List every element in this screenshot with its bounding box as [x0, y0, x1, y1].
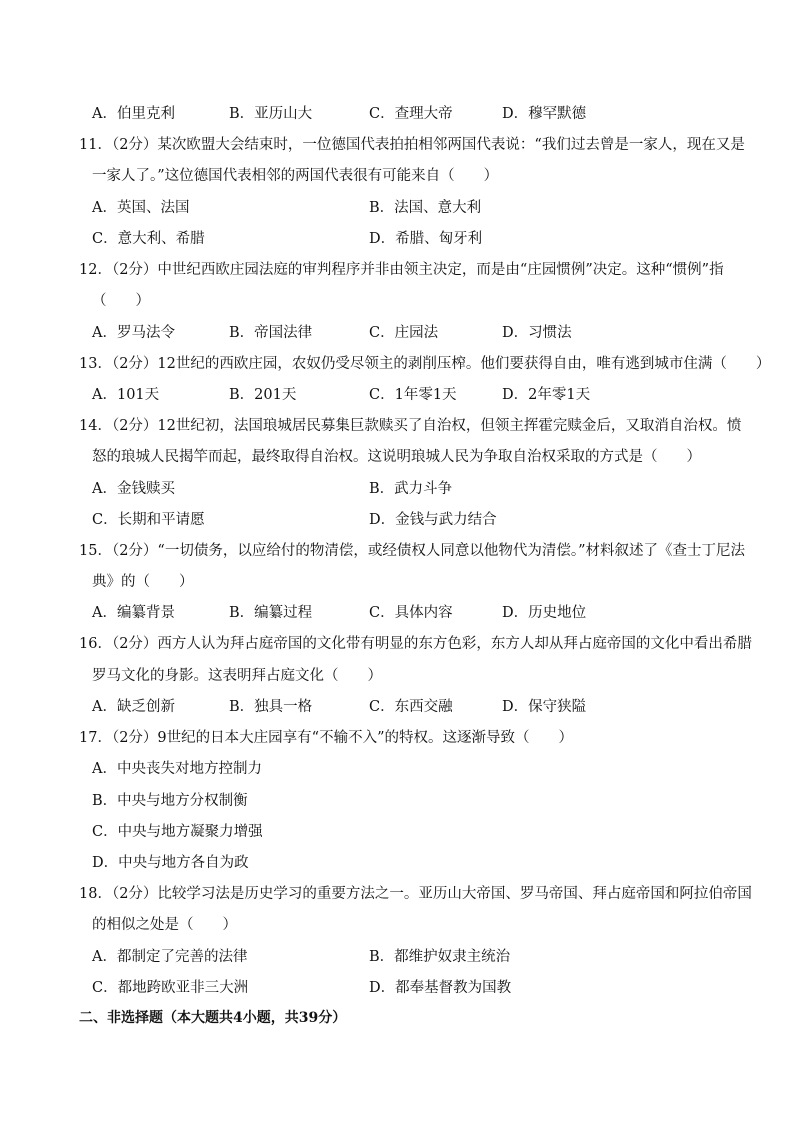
- question-stem-cont: 一家人了。”这位德国代表相邻的两国代表很有可能来自（ ）: [92, 168, 499, 184]
- option-b: B．中央与地方分权制衡: [92, 793, 248, 809]
- option-d: D．金钱与武力结合: [369, 512, 497, 528]
- question-stem-cont: 的相似之处是（ ）: [92, 917, 237, 933]
- question-stem: 18．（2分）比较学习法是历史学习的重要方法之一。亚历山大帝国、罗马帝国、拜占庭帝国和阿拉伯帝国: [79, 886, 752, 902]
- option-d: D．都奉基督教为国教: [369, 980, 512, 996]
- question-stem: 11．（2分）某次欧盟大会结束时，一位德国代表拍拍相邻两国代表说：“我们过去曾是一家人，现在又是: [79, 137, 745, 153]
- option-c: C．都地跨欧亚非三大洲: [92, 980, 249, 996]
- option-b: B．帝国法律: [229, 325, 313, 341]
- question-stem-cont: 怒的琅城人民揭竿而起，最终取得自治权。这说明琅城人民为争取自治权采取的方式是（ ）: [92, 449, 701, 465]
- option-a: A．缺乏创新: [92, 699, 175, 715]
- option-a: A．中央丧失对地方控制力: [92, 761, 262, 777]
- section-title: 二、非选择题（本大题共4小题，共39分）: [79, 1010, 347, 1026]
- option-c: C．1年零1天: [369, 387, 457, 403]
- option-c: C．具体内容: [369, 605, 453, 621]
- option-a: A．伯里克利: [92, 106, 175, 122]
- option-b: B．武力斗争: [369, 481, 453, 497]
- option-d: D．希腊、匈牙利: [369, 231, 483, 247]
- option-a: A．101天: [92, 387, 160, 403]
- question-stem-cont: 典》的（ ）: [92, 574, 194, 590]
- option-a: A．罗马法令: [92, 325, 175, 341]
- question-stem-cont: （ ）: [92, 293, 150, 309]
- option-c: C．庄园法: [369, 325, 439, 341]
- option-c: C．长期和平请愿: [92, 512, 205, 528]
- option-b: B．都维护奴隶主统治: [369, 949, 511, 965]
- option-d: D．习惯法: [502, 325, 572, 341]
- option-d: D．穆罕默德: [502, 106, 587, 122]
- question-stem: 17．（2分）9世纪的日本大庄园享有“不输不入”的特权。这逐渐导致（ ）: [79, 730, 573, 746]
- option-a: A．金钱赎买: [92, 481, 175, 497]
- option-b: B．独具一格: [229, 699, 313, 715]
- option-a: A．英国、法国: [92, 200, 190, 216]
- question-stem: 14．（2分）12世纪初，法国琅城居民募集巨款赎买了自治权，但领主挥霍完赎金后，又取消自治权。愤: [79, 418, 742, 434]
- option-d: D．历史地位: [502, 605, 587, 621]
- option-c: C．中央与地方凝聚力增强: [92, 824, 263, 840]
- option-b: B．法国、意大利: [369, 200, 482, 216]
- option-a: A．都制定了完善的法律: [92, 949, 248, 965]
- option-c: C．查理大帝: [369, 106, 453, 122]
- question-stem-cont: 罗马文化的身影。这表明拜占庭文化（ ）: [92, 668, 382, 684]
- option-b: B．编纂过程: [229, 605, 313, 621]
- option-b: B．201天: [229, 387, 297, 403]
- question-stem: 13．（2分）12世纪的西欧庄园，农奴仍受尽领主的剥削压榨。他们要获得自由，唯有逃到城市住满（ ）: [79, 356, 771, 372]
- option-b: B．亚历山大: [229, 106, 313, 122]
- question-stem: 12．（2分）中世纪西欧庄园法庭的审判程序并非由领主决定，而是由“庄园惯例”决定。这种“惯例”指: [79, 262, 724, 278]
- option-c: C．意大利、希腊: [92, 231, 205, 247]
- option-d: D．保守狭隘: [502, 699, 587, 715]
- option-c: C．东西交融: [369, 699, 453, 715]
- option-d: D．2年零1天: [502, 387, 591, 403]
- question-stem: 15．（2分）“一切债务，以应给付的物清偿，或经债权人同意以他物代为清偿。”材料叙述了《查士丁尼法: [79, 543, 745, 559]
- option-d: D．中央与地方各自为政: [92, 855, 249, 871]
- question-stem: 16．（2分）西方人认为拜占庭帝国的文化带有明显的东方色彩，东方人却从拜占庭帝国的文化中看出希腊: [79, 636, 752, 652]
- option-a: A．编纂背景: [92, 605, 175, 621]
